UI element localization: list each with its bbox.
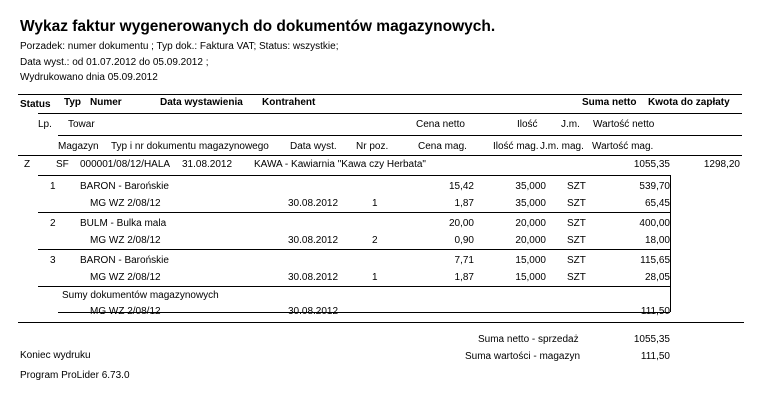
- item-jm-mag: SZT: [567, 272, 586, 283]
- item-towar: BARON - Barońskie: [80, 255, 169, 266]
- col-cena-netto: Cena netto: [416, 119, 465, 130]
- report-title: Wykaz faktur wygenerowanych do dokumentów magazynowych.: [20, 18, 496, 35]
- item-data-wyst: 30.08.2012: [288, 198, 339, 209]
- col-typ: Typ: [64, 97, 82, 108]
- program-version: Program ProLider 6.73.0: [20, 370, 130, 381]
- col-magazyn: Magazyn: [58, 141, 99, 152]
- item-nr-poz: 2: [372, 235, 378, 246]
- item-wartosc-netto: 115,65: [640, 255, 670, 266]
- totals-top-rule: [18, 322, 744, 323]
- doc-sums-bottom-rule: [58, 312, 670, 313]
- col-suma-netto: Suma netto: [582, 97, 637, 108]
- item-jm-mag: SZT: [567, 198, 586, 209]
- header-rule-3: [58, 135, 742, 136]
- item-cena-mag: 0,90: [454, 235, 474, 246]
- col-wartosc-mag: Wartość mag.: [592, 141, 654, 152]
- total-netto-value: 1055,35: [633, 334, 670, 345]
- col-jm: J.m.: [561, 119, 580, 130]
- item-rule: [38, 212, 670, 213]
- item-towar: BARON - Barońskie: [80, 181, 169, 192]
- col-typ-nr-dok: Typ i nr dokumentu magazynowego: [111, 141, 269, 152]
- total-mag-value: 111,50: [640, 351, 670, 362]
- invoice-kwota-do-zaplaty: 1298,20: [703, 159, 740, 170]
- invoice-numer: 000001/08/12/HALA: [80, 159, 171, 170]
- invoice-suma-netto: 1055,35: [633, 159, 670, 170]
- invoice-status: Z: [24, 159, 31, 170]
- col-lp: Lp.: [38, 119, 52, 130]
- item-ilosc-mag: 15,000: [515, 272, 546, 283]
- item-cena-mag: 1,87: [454, 272, 474, 283]
- col-ilosc: Ilość: [517, 119, 538, 130]
- item-wartosc-mag: 28,05: [644, 272, 670, 283]
- col-jm-mag: J.m. mag.: [540, 141, 584, 152]
- invoice-typ: SF: [56, 159, 69, 170]
- item-doc: MG WZ 2/08/12: [90, 235, 161, 246]
- total-netto-label: Suma netto - sprzedaż: [478, 334, 579, 345]
- item-lp: 3: [50, 255, 56, 266]
- item-jm: SZT: [567, 181, 586, 192]
- item-rule: [38, 286, 670, 287]
- total-mag-label: Suma wartości - magazyn: [465, 351, 581, 362]
- item-lp: 2: [50, 218, 56, 229]
- item-data-wyst: 30.08.2012: [288, 235, 339, 246]
- header-top-rule: [18, 94, 742, 95]
- item-doc: MG WZ 2/08/12: [90, 198, 161, 209]
- item-wartosc-netto: 539,70: [639, 181, 670, 192]
- end-of-printout: Koniec wydruku: [20, 350, 91, 361]
- item-ilosc-mag: 20,000: [515, 235, 546, 246]
- col-cena-mag: Cena mag.: [418, 141, 467, 152]
- item-cena-netto: 15,42: [448, 181, 474, 192]
- header-bottom-rule: [18, 155, 742, 156]
- item-cena-netto: 20,00: [448, 218, 474, 229]
- item-jm-mag: SZT: [567, 235, 586, 246]
- col-wartosc-netto: Wartość netto: [593, 119, 655, 130]
- invoice-kontrahent: KAWA - Kawiarnia "Kawa czy Herbata": [254, 159, 426, 170]
- date-range-line: Data wyst.: od 01.07.2012 do 05.09.2012 ;: [20, 57, 209, 68]
- col-towar: Towar: [68, 119, 95, 130]
- item-jm: SZT: [567, 255, 586, 266]
- invoice-row-rule: [38, 175, 670, 176]
- item-nr-poz: 1: [372, 198, 378, 209]
- item-wartosc-mag: 18,00: [644, 235, 670, 246]
- col-data-wystawienia: Data wystawienia: [160, 97, 243, 108]
- item-cena-netto: 7,71: [454, 255, 474, 266]
- item-ilosc: 35,000: [515, 181, 546, 192]
- col-nr-poz: Nr poz.: [356, 141, 389, 152]
- col-kwota-do-zaplaty: Kwota do zapłaty: [648, 97, 730, 108]
- header-rule-2: [38, 113, 742, 114]
- col-status: Status: [20, 99, 51, 110]
- item-ilosc: 15,000: [515, 255, 546, 266]
- col-data-wyst: Data wyst.: [290, 141, 337, 152]
- item-doc: MG WZ 2/08/12: [90, 272, 161, 283]
- doc-sums-label: Sumy dokumentów magazynowych: [62, 290, 219, 301]
- item-ilosc: 20,000: [515, 218, 546, 229]
- item-block-right-border: [670, 175, 671, 312]
- printed-date-line: Wydrukowano dnia 05.09.2012: [20, 72, 158, 83]
- col-kontrahent: Kontrahent: [262, 97, 316, 108]
- col-ilosc-mag: Ilość mag.: [493, 141, 539, 152]
- item-jm: SZT: [567, 218, 586, 229]
- item-wartosc-mag: 65,45: [644, 198, 670, 209]
- item-nr-poz: 1: [372, 272, 378, 283]
- item-ilosc-mag: 35,000: [515, 198, 546, 209]
- item-towar: BULM - Bulka mala: [80, 218, 167, 229]
- item-data-wyst: 30.08.2012: [288, 272, 339, 283]
- col-numer: Numer: [90, 97, 122, 108]
- filter-line: Porzadek: numer dokumentu ; Typ dok.: Faktura VAT; Status: wszystkie;: [20, 41, 339, 52]
- item-cena-mag: 1,87: [454, 198, 474, 209]
- item-wartosc-netto: 400,00: [639, 218, 670, 229]
- invoice-data: 31.08.2012: [182, 159, 233, 170]
- item-lp: 1: [50, 181, 56, 192]
- item-rule: [38, 249, 670, 250]
